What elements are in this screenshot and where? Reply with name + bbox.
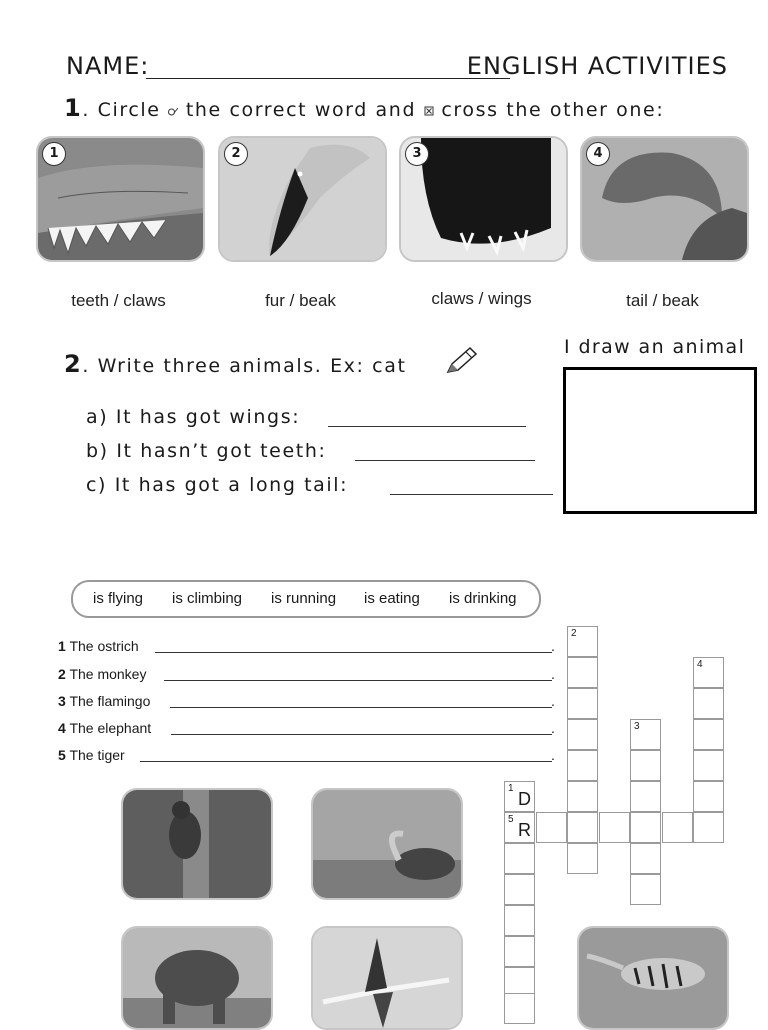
sentence-2: 2 The monkey bbox=[58, 666, 147, 682]
card-badge: 4 bbox=[586, 142, 610, 166]
sentence-3: 3 The flamingo bbox=[58, 693, 151, 709]
sentence-4: 4 The elephant bbox=[58, 720, 152, 736]
card-1-label[interactable]: teeth / claws bbox=[71, 291, 166, 310]
crossword-cell[interactable] bbox=[567, 843, 598, 874]
card-badge: 2 bbox=[224, 142, 248, 166]
exercise-1-instruction: 1. Circle the correct word and cross the other one: bbox=[64, 94, 665, 122]
crossword-cell[interactable] bbox=[504, 936, 535, 967]
crossword-cell[interactable] bbox=[567, 781, 598, 812]
crossword-cell[interactable] bbox=[662, 812, 693, 843]
draw-box-label: I draw an animal bbox=[564, 336, 746, 358]
crossword-cell[interactable] bbox=[630, 781, 661, 812]
sentence-1: 1 The ostrich bbox=[58, 638, 139, 654]
crossword-cell[interactable] bbox=[630, 874, 661, 905]
word-bank-item: is flying bbox=[93, 590, 144, 607]
exercise-2-instruction: 2. Write three animals. Ex: cat bbox=[64, 350, 407, 378]
crossword-cell[interactable] bbox=[693, 812, 724, 843]
crossword-cell[interactable] bbox=[504, 993, 535, 1024]
crossword-cell[interactable] bbox=[630, 843, 661, 874]
exercise-2-item-a: a) It has got wings: bbox=[86, 406, 301, 428]
crossword-cell[interactable] bbox=[504, 905, 535, 936]
crossword-cell[interactable] bbox=[693, 719, 724, 750]
crossword-cell[interactable]: 4 bbox=[693, 657, 724, 688]
crossword-cell[interactable] bbox=[567, 719, 598, 750]
crossword-cell[interactable] bbox=[599, 812, 630, 843]
crossword-cell[interactable] bbox=[630, 750, 661, 781]
crossword-cell[interactable] bbox=[693, 688, 724, 719]
crossword-cell[interactable] bbox=[504, 874, 535, 905]
card-2-label[interactable]: fur / beak bbox=[265, 291, 336, 310]
crossword-cell[interactable] bbox=[567, 688, 598, 719]
exercise-2-item-c: c) It has got a long tail: bbox=[86, 474, 349, 496]
card-4-label[interactable]: tail / beak bbox=[626, 291, 699, 310]
sentence-5: 5 The tiger bbox=[58, 747, 125, 763]
crossword-cell[interactable]: 2 bbox=[567, 626, 598, 657]
exercise-2-number: 2 bbox=[64, 350, 83, 378]
worksheet-title: ENGLISH ACTIVITIES bbox=[466, 52, 728, 80]
crossword-cell[interactable] bbox=[567, 812, 598, 843]
crossword-cell[interactable]: 3 bbox=[630, 719, 661, 750]
word-bank-item: is drinking bbox=[449, 590, 517, 607]
crossword-cell[interactable] bbox=[567, 657, 598, 688]
crossword-cell[interactable] bbox=[693, 750, 724, 781]
crossword-cell[interactable]: 5 R bbox=[504, 812, 535, 843]
card-badge: 1 bbox=[42, 142, 66, 166]
name-label: NAME: bbox=[66, 52, 150, 80]
exercise-1-number: 1 bbox=[64, 94, 83, 122]
exercise-2-item-b: b) It hasn’t got teeth: bbox=[86, 440, 327, 462]
card-3-label[interactable]: claws / wings bbox=[431, 289, 532, 308]
word-bank-item: is climbing bbox=[172, 590, 243, 607]
crossword-cell[interactable] bbox=[536, 812, 567, 843]
crossword-cell[interactable]: 1 D bbox=[504, 781, 535, 812]
crossword-cell[interactable] bbox=[630, 812, 661, 843]
crossword-cell[interactable] bbox=[693, 781, 724, 812]
word-bank-item: is eating bbox=[364, 590, 420, 607]
crossword-cell[interactable] bbox=[504, 843, 535, 874]
word-bank-item: is running bbox=[271, 590, 337, 607]
crossword-cell[interactable] bbox=[567, 750, 598, 781]
card-badge: 3 bbox=[405, 142, 429, 166]
